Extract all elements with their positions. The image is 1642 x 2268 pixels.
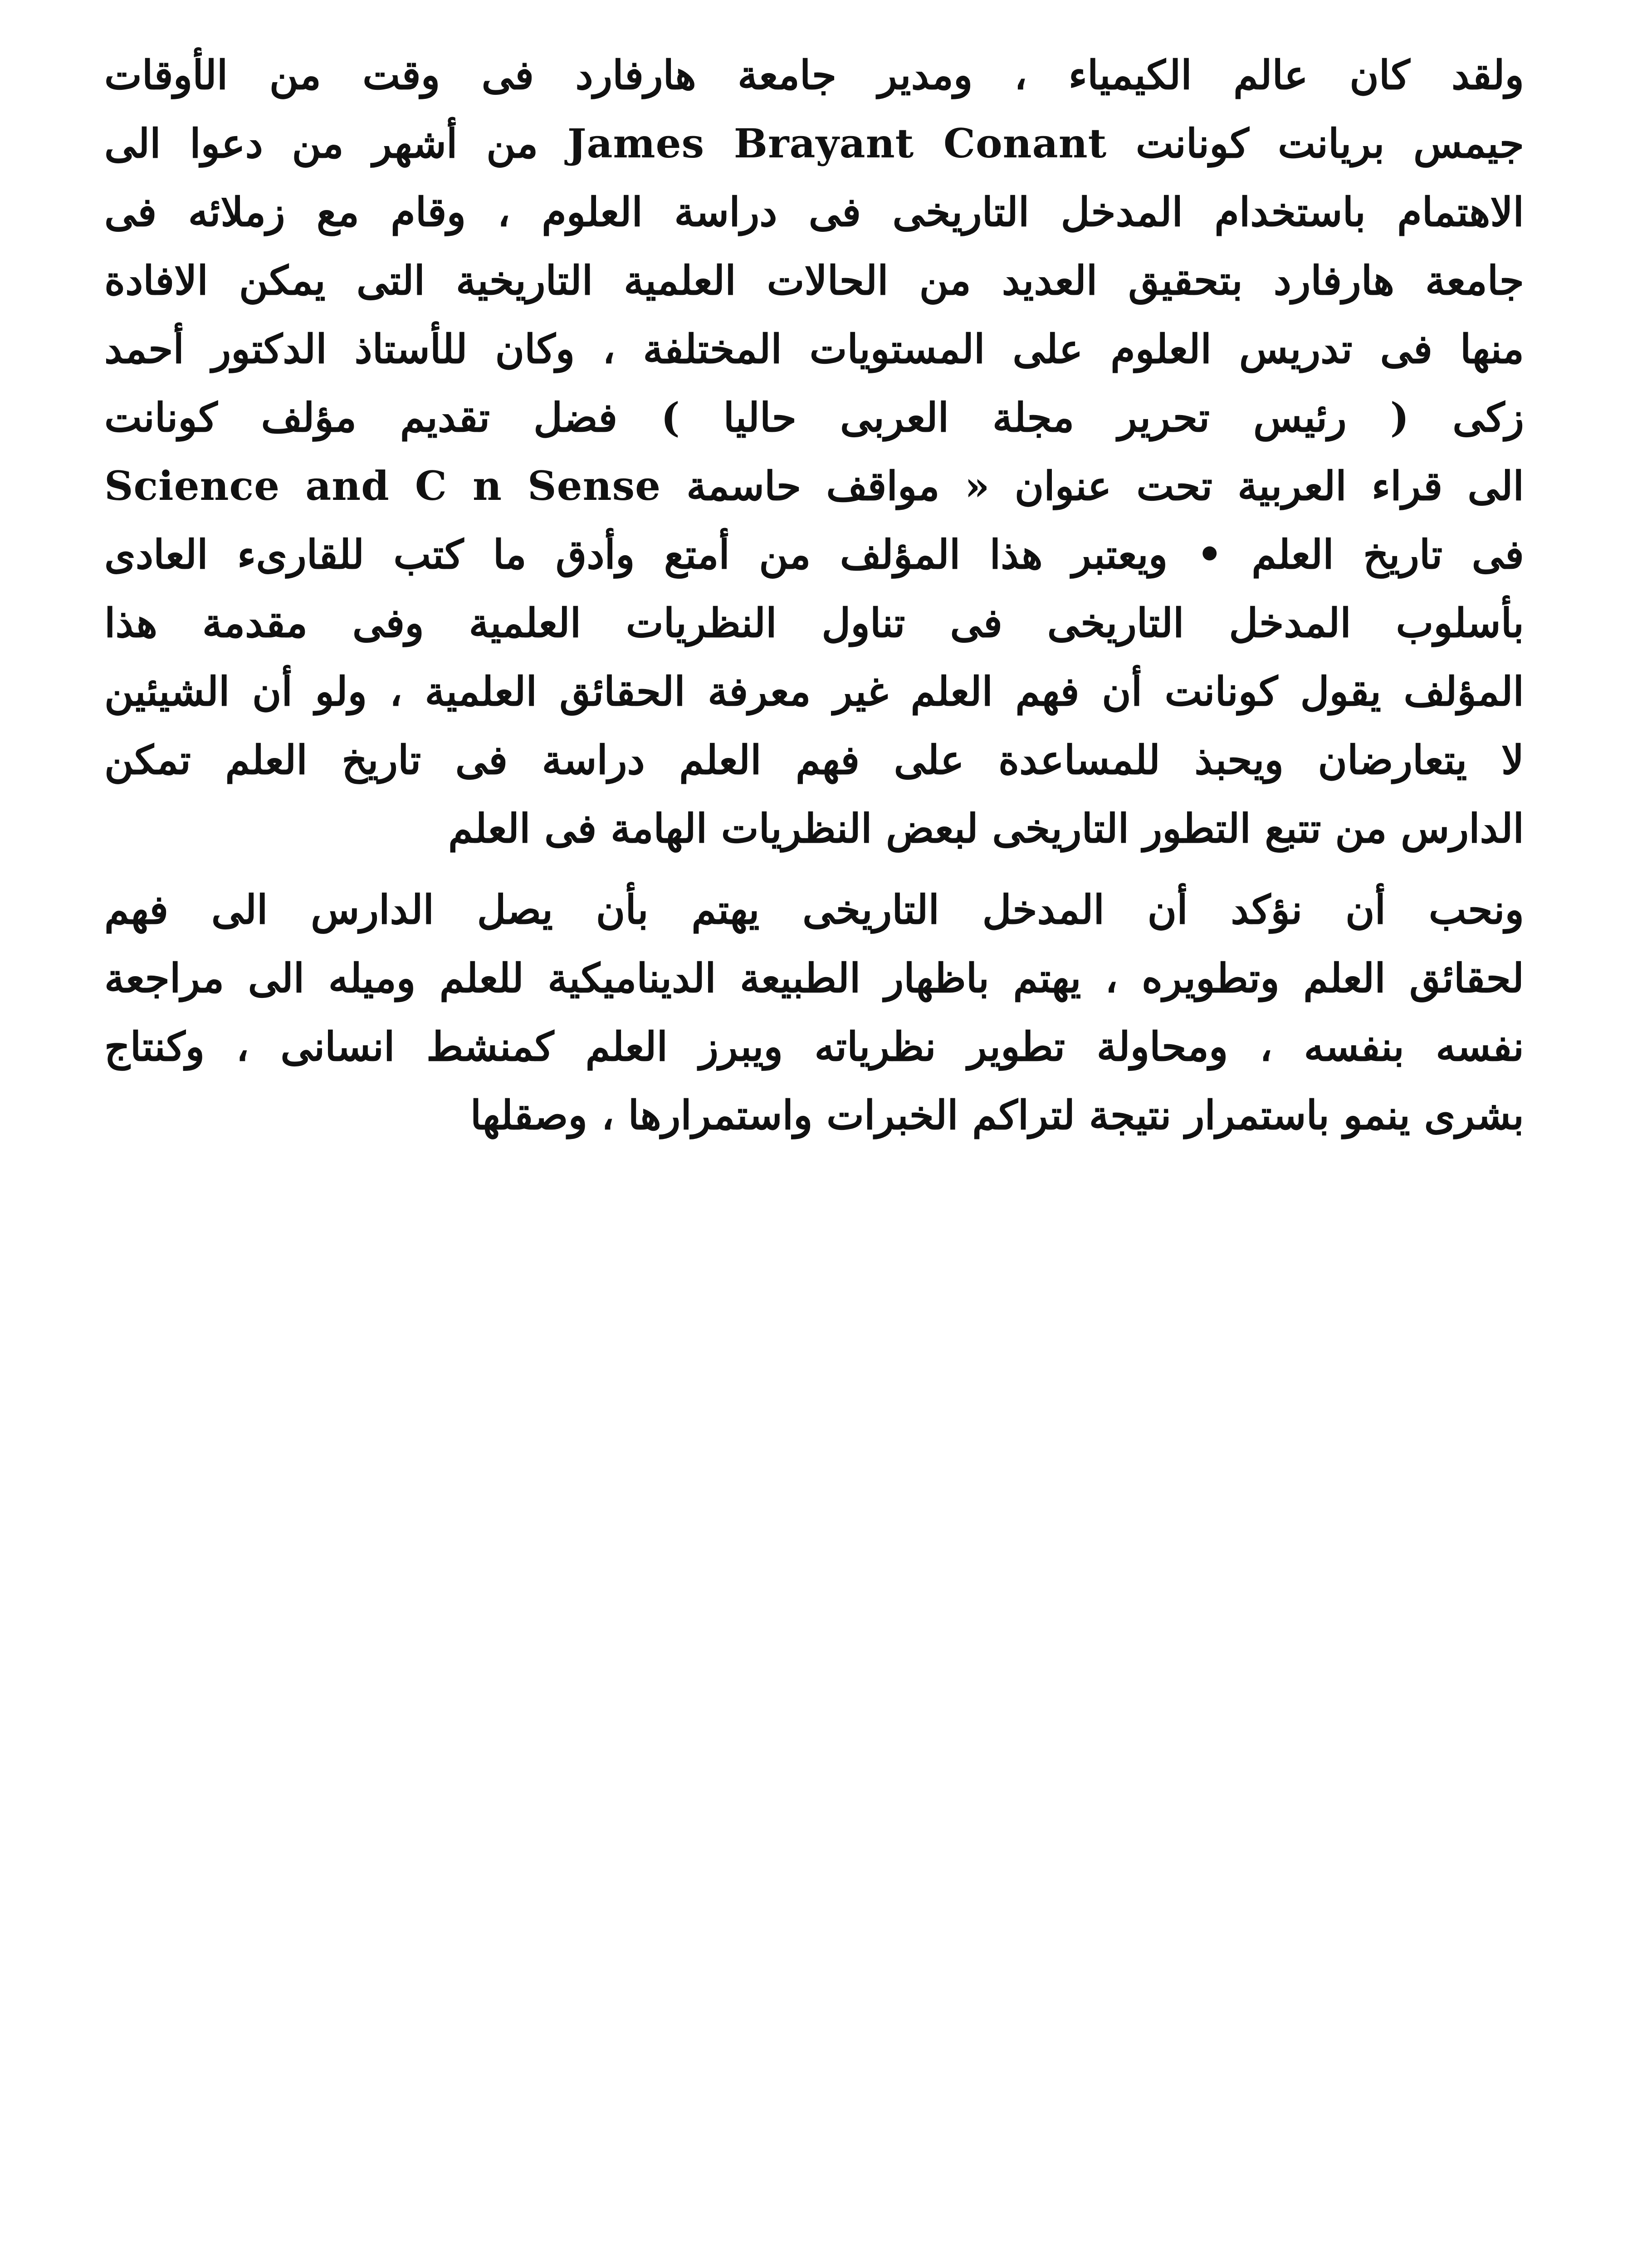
text-line: جامعة هارفارد بتحقيق العديد من الحالات العلمية التاريخية التى يمكن الافادة — [104, 257, 1524, 304]
text-line: لحقائق العلم وتطويره ، يهتم باظهار الطبيعة الديناميكية للعلم وميله الى مراجعة — [104, 954, 1524, 1002]
text-line: المؤلف يقول كونانت أن فهم العلم غير معرفة الحقائق العلمية ، ولو أن الشيئين — [104, 668, 1524, 715]
text-line: بأسلوب المدخل التاريخى فى تناول النظريات العلمية وفى مقدمة هذا — [104, 599, 1524, 646]
text-line: نفسه بنفسه ، ومحاولة تطوير نظرياته ويبرز العلم كمنشط انسانى ، وكنتاج — [104, 1023, 1524, 1070]
text-line: ونحب أن نؤكد أن المدخل التاريخى يهتم بأن يصل الدارس الى فهم — [104, 886, 1524, 933]
text-line: بشرى ينمو باستمرار نتيجة لتراكم الخبرات واستمرارها ، وصقلها — [470, 1091, 1524, 1139]
paragraph-2 — [104, 875, 1524, 1149]
text-line: الاهتمام باستخدام المدخل التاريخى فى دراسة العلوم ، وقام مع زملائه فى — [104, 188, 1524, 235]
text-line: لا يتعارضان ويحبذ للمساعدة على فهم العلم دراسة فى تاريخ العلم تمكن — [104, 736, 1524, 783]
text-line: زكى ( رئيس تحرير مجلة العربى حاليا ) فضل تقديم مؤلف كونانت — [104, 394, 1524, 441]
text-line: الدارس من تتبع التطور التاريخى لبعض النظريات الهامة فى العلم — [448, 805, 1524, 852]
paragraph-1 — [104, 41, 1524, 863]
text-line: منها فى تدريس العلوم على المستويات المختلفة ، وكان للأستاذ الدكتور أحمد — [104, 325, 1524, 372]
text-line: Science and C n Sense الى قراء العربية تحت عنوان « مواقف حاسمة — [104, 462, 1524, 509]
text-line: جيمس بريانت كونانت James Brayant Conant من أشهر من دعوا الى — [104, 120, 1524, 167]
text-line: ولقد كان عالم الكيمياء ، ومدير جامعة هارفارد فى وقت من الأوقات — [104, 51, 1524, 98]
text-line: فى تاريخ العلم • ويعتبر هذا المؤلف من أمتع وأدق ما كتب للقارىء العادى — [104, 531, 1524, 578]
